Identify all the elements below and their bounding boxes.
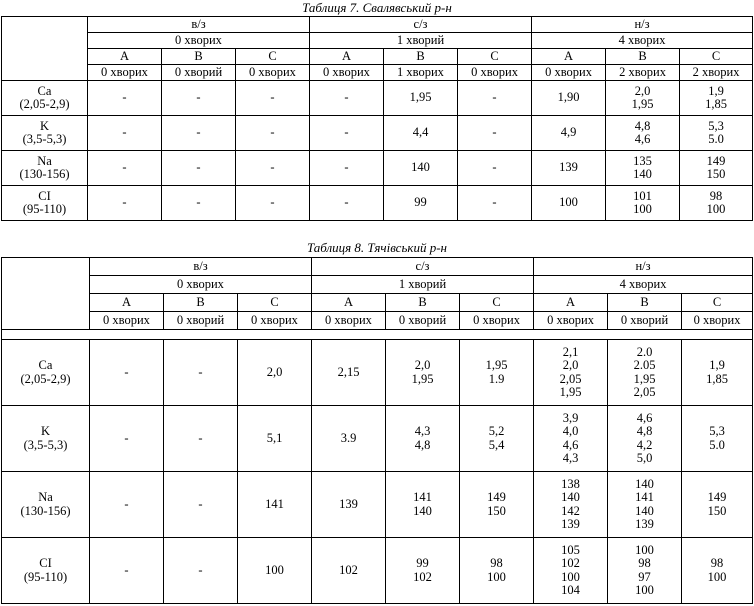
value-line: 5.0 bbox=[708, 132, 724, 146]
value-line: 2,1 bbox=[562, 344, 579, 359]
value-line: 1,95 bbox=[559, 385, 582, 399]
value-cell bbox=[310, 151, 384, 186]
value-line: 4,6 bbox=[634, 132, 651, 146]
group-count-row bbox=[2, 312, 753, 330]
value-cell bbox=[236, 81, 310, 116]
value-cell bbox=[162, 186, 236, 221]
value-line: - bbox=[492, 125, 497, 140]
value-cell bbox=[312, 406, 386, 472]
parameter-range: (3,5-5,3) bbox=[23, 437, 68, 452]
value-cell bbox=[682, 406, 753, 472]
value-line: - bbox=[492, 160, 497, 175]
parameter-cell bbox=[2, 81, 88, 116]
group-label: C bbox=[682, 294, 753, 312]
table-row bbox=[2, 151, 753, 186]
parameter-range: (130-156) bbox=[19, 167, 70, 181]
group-count: 0 хворий bbox=[162, 65, 236, 81]
value-cell bbox=[236, 116, 310, 151]
value-line: - bbox=[122, 90, 127, 105]
table-row bbox=[2, 538, 753, 604]
group-count: 0 хворий bbox=[386, 312, 460, 330]
value-line: 142 bbox=[561, 503, 580, 518]
value-cell bbox=[162, 151, 236, 186]
value-line: 139 bbox=[635, 517, 654, 531]
value-line: - bbox=[492, 195, 497, 210]
spacer-cell bbox=[2, 330, 753, 340]
parameter-cell bbox=[2, 406, 90, 472]
value-line: 98 bbox=[709, 188, 723, 203]
value-cell bbox=[460, 538, 534, 604]
value-cell bbox=[608, 340, 682, 406]
parameter-name: Ca bbox=[38, 358, 53, 372]
value-cell bbox=[532, 186, 606, 221]
value-cell bbox=[384, 151, 458, 186]
value-cell bbox=[236, 151, 310, 186]
value-cell bbox=[164, 340, 238, 406]
value-line: 1,95 bbox=[485, 358, 508, 372]
table-row bbox=[2, 340, 753, 406]
value-cell bbox=[88, 81, 162, 116]
value-line: - bbox=[344, 90, 349, 105]
value-cell bbox=[88, 116, 162, 151]
value-cell bbox=[682, 340, 753, 406]
value-line: 140 bbox=[411, 160, 430, 175]
value-cell bbox=[606, 151, 680, 186]
value-line: - bbox=[198, 496, 203, 511]
value-cell bbox=[608, 538, 682, 604]
value-cell bbox=[460, 472, 534, 538]
value-line: 141 bbox=[635, 490, 654, 504]
value-cell bbox=[164, 472, 238, 538]
value-cell bbox=[458, 81, 532, 116]
value-line: - bbox=[198, 562, 203, 577]
value-line: 149 bbox=[706, 153, 726, 168]
parameter-cell bbox=[2, 116, 88, 151]
value-line: 97 bbox=[638, 569, 651, 584]
zone-header: с/з bbox=[312, 258, 534, 276]
value-cell bbox=[88, 186, 162, 221]
value-cell bbox=[532, 151, 606, 186]
group-count: 0 хворих bbox=[310, 65, 384, 81]
corner-cell bbox=[2, 258, 90, 330]
table-8 bbox=[1, 257, 753, 604]
value-line: 5,1 bbox=[266, 430, 283, 445]
value-cell bbox=[238, 472, 312, 538]
group-count: 0 хворий bbox=[164, 312, 238, 330]
zone-count-row bbox=[2, 276, 753, 294]
value-line: 1,95 bbox=[633, 371, 656, 386]
value-line: 102 bbox=[561, 556, 580, 570]
value-cell bbox=[458, 116, 532, 151]
group-label: B bbox=[608, 294, 682, 312]
value-line: 1,90 bbox=[557, 90, 580, 105]
value-line: 5,3 bbox=[708, 118, 724, 133]
group-label: C bbox=[460, 294, 534, 312]
group-label: B bbox=[164, 294, 238, 312]
value-line: 105 bbox=[561, 542, 580, 557]
value-cell bbox=[310, 186, 384, 221]
parameter-name: K bbox=[39, 118, 50, 133]
value-line: 135 bbox=[633, 153, 652, 168]
value-cell bbox=[386, 538, 460, 604]
value-line: 102 bbox=[413, 569, 432, 584]
group-count: 0 хворих bbox=[238, 312, 312, 330]
group-count: 0 хворих bbox=[682, 312, 753, 330]
value-line: 141 bbox=[265, 496, 284, 511]
table-7-caption: Таблиця 7. Свалявський р-н bbox=[302, 0, 452, 15]
value-line: 5,0 bbox=[636, 451, 653, 465]
value-line: 98 bbox=[710, 556, 724, 570]
value-cell bbox=[534, 538, 608, 604]
zone-count-row bbox=[2, 33, 753, 49]
table-row bbox=[2, 186, 753, 221]
group-label: C bbox=[236, 49, 310, 65]
group-label: A bbox=[90, 294, 164, 312]
value-line: 101 bbox=[633, 188, 652, 203]
parameter-name: Ca bbox=[37, 83, 52, 98]
value-line: - bbox=[196, 125, 201, 140]
corner-cell bbox=[2, 17, 88, 81]
group-count: 0 хворий bbox=[608, 312, 682, 330]
value-line: 4,0 bbox=[562, 424, 579, 438]
parameter-name: Na bbox=[37, 153, 52, 168]
value-cell bbox=[384, 81, 458, 116]
group-label: A bbox=[88, 49, 162, 65]
value-cell bbox=[680, 116, 753, 151]
value-line: 100 bbox=[633, 202, 652, 216]
value-cell bbox=[310, 81, 384, 116]
value-cell bbox=[236, 186, 310, 221]
parameter-range: (2,05-2,9) bbox=[19, 97, 70, 111]
zone-header: в/з bbox=[90, 258, 312, 276]
value-line: 139 bbox=[339, 496, 358, 511]
value-line: - bbox=[122, 125, 127, 140]
value-line: 100 bbox=[559, 195, 578, 210]
value-line: 98 bbox=[490, 556, 503, 570]
value-cell bbox=[608, 406, 682, 472]
value-line: 2,0 bbox=[266, 364, 283, 379]
group-count-row bbox=[2, 65, 753, 81]
value-line: 139 bbox=[559, 160, 578, 175]
value-line: 2,15 bbox=[337, 364, 360, 379]
value-cell bbox=[90, 538, 164, 604]
value-line: 140 bbox=[635, 503, 654, 518]
value-line: 1,85 bbox=[706, 371, 728, 386]
value-line: 104 bbox=[561, 583, 580, 597]
value-line: 4,8 bbox=[634, 118, 651, 133]
value-cell bbox=[90, 340, 164, 406]
value-line: - bbox=[270, 90, 275, 105]
value-cell bbox=[164, 406, 238, 472]
value-line: 3.9 bbox=[340, 430, 357, 445]
zone-count: 0 хворих bbox=[88, 33, 310, 49]
value-line: 4,3 bbox=[414, 424, 431, 438]
value-line: - bbox=[122, 160, 127, 175]
value-cell bbox=[606, 81, 680, 116]
value-line: - bbox=[196, 195, 201, 210]
value-cell bbox=[680, 151, 753, 186]
group-label: A bbox=[310, 49, 384, 65]
value-line: - bbox=[124, 364, 129, 379]
group-label: B bbox=[606, 49, 680, 65]
parameter-name: Na bbox=[38, 490, 53, 504]
group-count: 1 хворих bbox=[384, 65, 458, 81]
value-cell bbox=[534, 472, 608, 538]
zone-count: 4 хворих bbox=[534, 276, 753, 294]
spacer-row bbox=[2, 330, 753, 340]
value-line: 4,9 bbox=[560, 125, 577, 140]
group-label: C bbox=[238, 294, 312, 312]
value-line: 4,8 bbox=[414, 437, 431, 452]
zone-header: н/з bbox=[534, 258, 753, 276]
table-row bbox=[2, 406, 753, 472]
group-label: B bbox=[162, 49, 236, 65]
parameter-cell bbox=[2, 472, 90, 538]
value-line: 1,95 bbox=[409, 90, 432, 105]
zone-header: с/з bbox=[310, 17, 532, 33]
value-cell bbox=[312, 538, 386, 604]
value-line: 100 bbox=[635, 542, 654, 557]
value-line: 5,3 bbox=[709, 424, 725, 438]
value-line: 2,05 bbox=[559, 371, 582, 386]
value-line: 1,85 bbox=[705, 97, 727, 111]
value-line: 149 bbox=[707, 490, 727, 504]
value-line: 4,4 bbox=[412, 125, 429, 140]
value-cell bbox=[162, 81, 236, 116]
value-cell bbox=[386, 340, 460, 406]
group-label: B bbox=[384, 49, 458, 65]
value-cell bbox=[238, 406, 312, 472]
value-cell bbox=[606, 116, 680, 151]
group-label: A bbox=[534, 294, 608, 312]
value-line: - bbox=[270, 195, 275, 210]
value-cell bbox=[310, 116, 384, 151]
value-line: 2,0 bbox=[414, 358, 431, 372]
value-line: - bbox=[198, 364, 203, 379]
value-cell bbox=[532, 116, 606, 151]
parameter-name: K bbox=[40, 424, 51, 438]
value-cell bbox=[532, 81, 606, 116]
value-cell bbox=[162, 116, 236, 151]
zone-count: 1 хворий bbox=[312, 276, 534, 294]
value-line: 100 bbox=[707, 569, 727, 584]
table-row bbox=[2, 472, 753, 538]
value-cell bbox=[384, 186, 458, 221]
table-8-caption: Таблиця 8. Тячівський р-н bbox=[307, 240, 447, 255]
parameter-cell bbox=[2, 151, 88, 186]
value-cell bbox=[238, 538, 312, 604]
parameter-range: (130-156) bbox=[20, 503, 71, 518]
group-label: B bbox=[386, 294, 460, 312]
group-row bbox=[2, 49, 753, 65]
value-line: 102 bbox=[339, 562, 358, 577]
value-line: - bbox=[196, 160, 201, 175]
value-line: 2.05 bbox=[633, 358, 656, 372]
parameter-cell bbox=[2, 340, 90, 406]
zone-header-row bbox=[2, 17, 753, 33]
value-cell bbox=[458, 151, 532, 186]
zone-header: в/з bbox=[88, 17, 310, 33]
value-cell bbox=[312, 340, 386, 406]
group-label: C bbox=[458, 49, 532, 65]
value-cell bbox=[164, 538, 238, 604]
value-cell bbox=[682, 472, 753, 538]
value-cell bbox=[88, 151, 162, 186]
group-label: A bbox=[532, 49, 606, 65]
parameter-name: CI bbox=[38, 188, 51, 203]
table-row bbox=[2, 81, 753, 116]
value-line: 2,0 bbox=[562, 358, 579, 372]
value-cell bbox=[682, 538, 753, 604]
value-line: 2,0 bbox=[634, 83, 651, 98]
value-line: - bbox=[122, 195, 127, 210]
value-line: 4,6 bbox=[562, 437, 579, 452]
group-label: C bbox=[680, 49, 753, 65]
group-row bbox=[2, 294, 753, 312]
table-row bbox=[2, 116, 753, 151]
group-count: 0 хворих bbox=[90, 312, 164, 330]
value-line: - bbox=[198, 430, 203, 445]
value-line: 150 bbox=[706, 167, 726, 181]
value-cell bbox=[312, 472, 386, 538]
value-cell bbox=[386, 472, 460, 538]
value-line: - bbox=[124, 430, 129, 445]
value-line: 4,8 bbox=[636, 424, 653, 438]
value-line: 98 bbox=[638, 556, 651, 570]
group-count: 0 хворих bbox=[458, 65, 532, 81]
value-line: 99 bbox=[414, 195, 427, 210]
value-cell bbox=[90, 406, 164, 472]
value-line: 2.0 bbox=[636, 344, 653, 359]
value-line: 4,6 bbox=[636, 410, 653, 425]
value-line: 1,95 bbox=[631, 97, 654, 111]
group-count: 2 хворих bbox=[606, 65, 680, 81]
parameter-range: (95-110) bbox=[23, 569, 68, 584]
value-line: 4,3 bbox=[562, 451, 579, 465]
value-line: 99 bbox=[416, 556, 429, 570]
group-count: 0 хворих bbox=[534, 312, 608, 330]
value-cell bbox=[608, 472, 682, 538]
value-line: 5.0 bbox=[709, 437, 725, 452]
value-line: 140 bbox=[633, 167, 652, 181]
parameter-cell bbox=[2, 186, 88, 221]
value-line: 150 bbox=[707, 503, 727, 518]
value-line: 3,9 bbox=[562, 410, 579, 425]
value-cell bbox=[460, 406, 534, 472]
group-count: 0 хворих bbox=[312, 312, 386, 330]
value-cell bbox=[458, 186, 532, 221]
parameter-range: (95-110) bbox=[22, 202, 67, 216]
value-line: - bbox=[270, 160, 275, 175]
value-line: 140 bbox=[561, 490, 580, 504]
value-line: 1,9 bbox=[709, 358, 725, 372]
value-cell bbox=[534, 340, 608, 406]
group-count: 0 хворих bbox=[236, 65, 310, 81]
value-cell bbox=[680, 81, 753, 116]
value-line: 100 bbox=[487, 569, 506, 584]
value-line: - bbox=[124, 562, 129, 577]
zone-header: н/з bbox=[532, 17, 753, 33]
parameter-name: CI bbox=[39, 556, 52, 570]
value-line: 1,95 bbox=[411, 371, 434, 386]
value-line: 100 bbox=[635, 583, 654, 597]
zone-count: 0 хворих bbox=[90, 276, 312, 294]
parameter-range: (3,5-5,3) bbox=[22, 132, 67, 146]
value-line: 150 bbox=[487, 503, 506, 518]
zone-count: 4 хворих bbox=[532, 33, 753, 49]
zone-count: 1 хворий bbox=[310, 33, 532, 49]
value-line: 141 bbox=[413, 490, 432, 504]
value-line: - bbox=[196, 90, 201, 105]
value-line: - bbox=[270, 125, 275, 140]
group-label: A bbox=[312, 294, 386, 312]
zone-header-row bbox=[2, 258, 753, 276]
parameter-cell bbox=[2, 538, 90, 604]
value-cell bbox=[90, 472, 164, 538]
value-line: 5,2 bbox=[488, 424, 505, 438]
value-line: 100 bbox=[561, 569, 580, 584]
value-line: 2,05 bbox=[633, 385, 656, 399]
value-line: 139 bbox=[561, 517, 580, 531]
group-count: 0 хворих bbox=[460, 312, 534, 330]
value-line: 5,4 bbox=[488, 437, 505, 452]
group-count: 2 хворих bbox=[680, 65, 753, 81]
value-line: 4,2 bbox=[636, 437, 653, 452]
value-line: - bbox=[344, 195, 349, 210]
value-cell bbox=[384, 116, 458, 151]
group-count: 0 хворих bbox=[88, 65, 162, 81]
value-line: - bbox=[344, 160, 349, 175]
value-line: - bbox=[344, 125, 349, 140]
value-line: 140 bbox=[635, 476, 654, 491]
value-line: 149 bbox=[487, 490, 506, 504]
value-line: - bbox=[124, 496, 129, 511]
value-cell bbox=[680, 186, 753, 221]
value-cell bbox=[238, 340, 312, 406]
parameter-range: (2,05-2,9) bbox=[20, 371, 71, 386]
value-line: 100 bbox=[706, 202, 726, 216]
value-cell bbox=[534, 406, 608, 472]
value-line: 1.9 bbox=[488, 371, 505, 386]
group-count: 0 хворих bbox=[532, 65, 606, 81]
table-7 bbox=[1, 16, 753, 221]
value-line: 138 bbox=[561, 476, 580, 491]
value-line: 1,9 bbox=[708, 83, 724, 98]
value-cell bbox=[386, 406, 460, 472]
value-line: 100 bbox=[265, 562, 284, 577]
value-cell bbox=[606, 186, 680, 221]
value-cell bbox=[460, 340, 534, 406]
value-line: - bbox=[492, 90, 497, 105]
value-line: 140 bbox=[413, 503, 432, 518]
